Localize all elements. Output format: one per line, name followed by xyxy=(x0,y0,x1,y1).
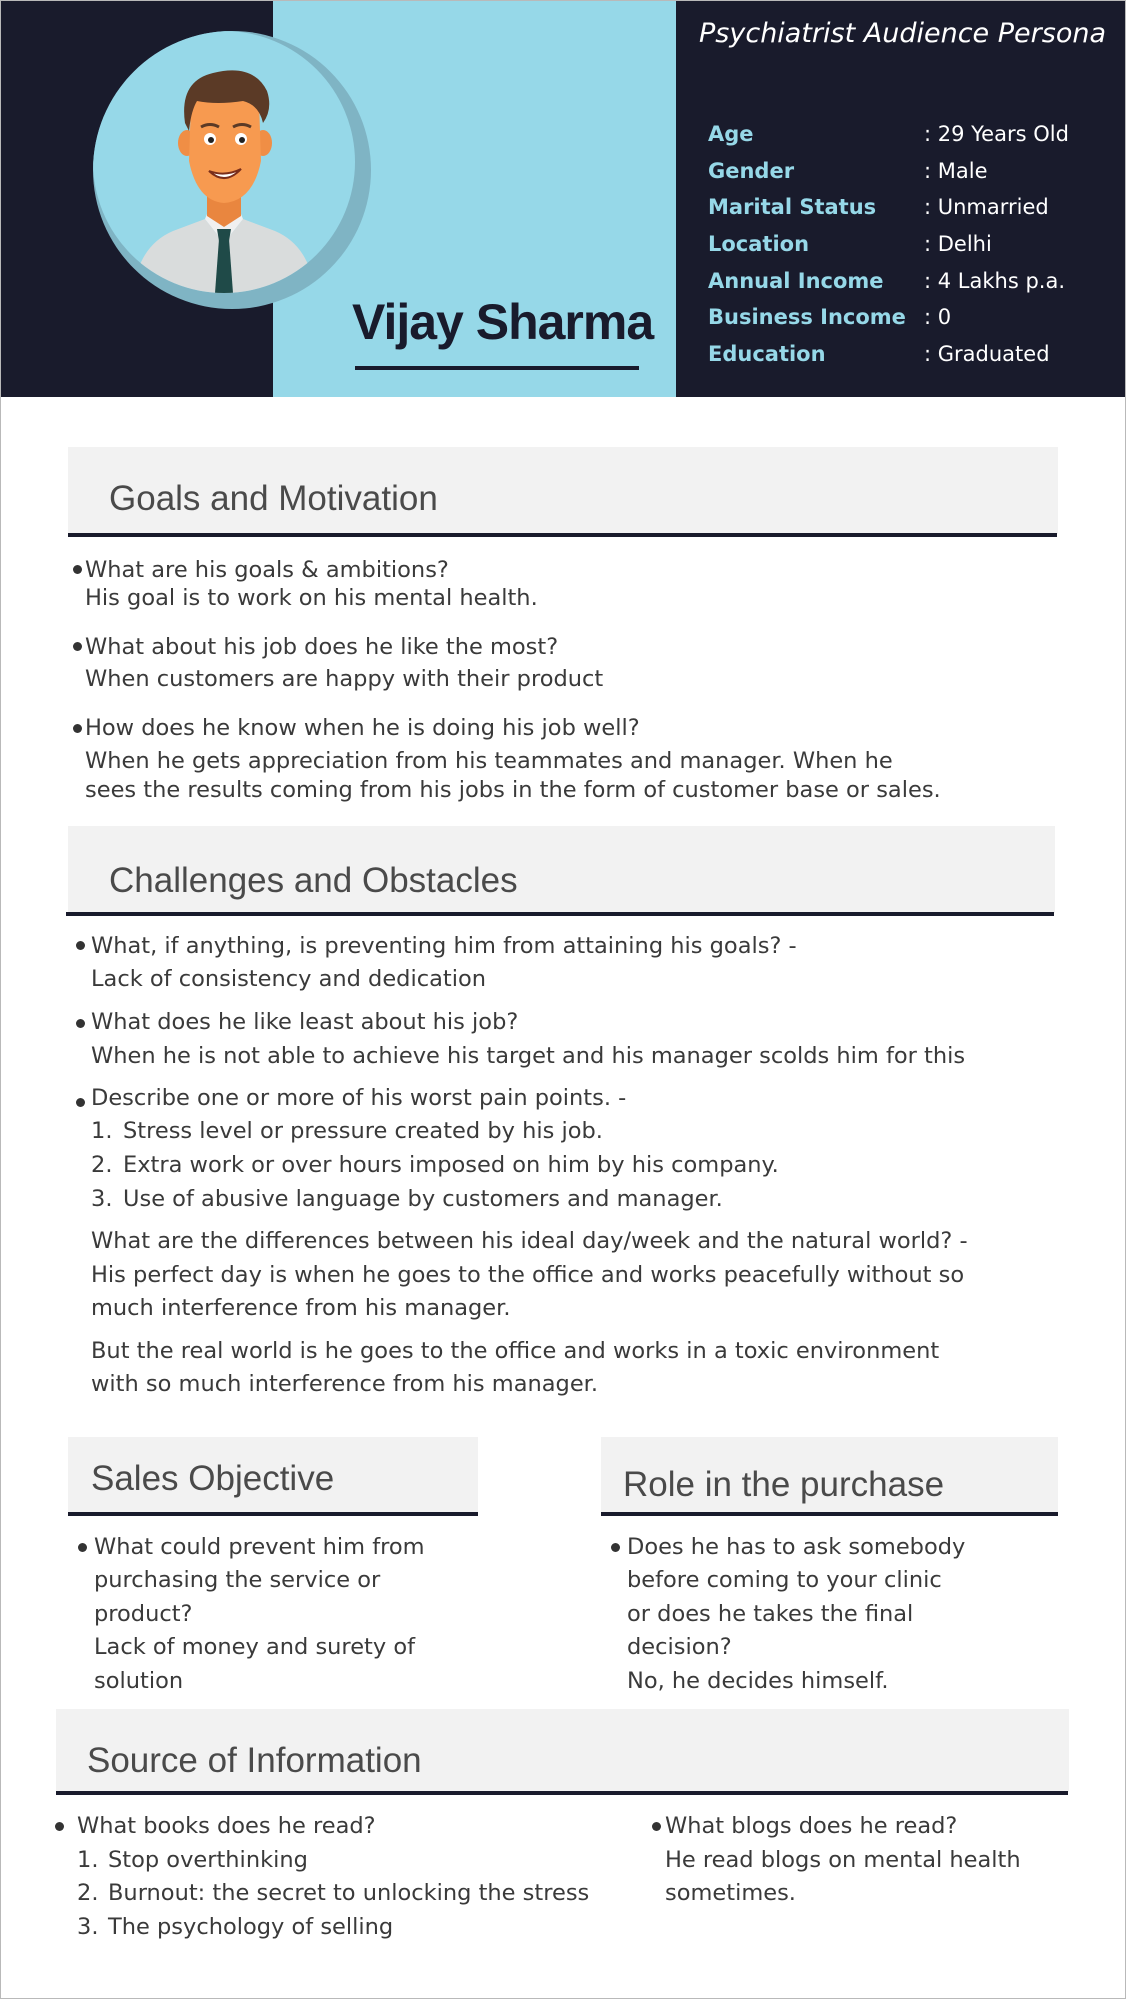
section-rule xyxy=(68,533,1057,537)
book-title: Burnout: the secret to unlocking the stress xyxy=(108,1880,590,1906)
bullet-icon xyxy=(73,642,82,651)
list-number: 1. xyxy=(77,1847,99,1873)
list-number: 3. xyxy=(77,1914,99,1940)
section-rule xyxy=(601,1512,1058,1516)
section-title: Challenges and Obstacles xyxy=(109,861,518,900)
pain-point-text: Use of abusive language by customers and manager. xyxy=(123,1186,723,1212)
sales-line: product? xyxy=(94,1601,193,1627)
question-text: What books does he read? xyxy=(77,1813,376,1839)
answer-text: When customers are happy with their product xyxy=(85,666,604,692)
role-line: decision? xyxy=(627,1634,732,1660)
goals-section-header xyxy=(68,447,1058,534)
fact-value: : Unmarried xyxy=(924,195,1049,220)
bullet-icon xyxy=(73,565,82,574)
fact-label: Marital Status xyxy=(708,195,877,220)
blogs-line: He read blogs on mental health xyxy=(665,1847,1021,1873)
answer-text: Lack of consistency and dedication xyxy=(91,966,486,992)
sources-section-header xyxy=(56,1709,1069,1792)
sales-line: What could prevent him from xyxy=(94,1534,425,1560)
section-rule xyxy=(66,912,1054,916)
challenges-section-header xyxy=(68,826,1055,913)
bullet-icon xyxy=(611,1543,620,1552)
role-section-header xyxy=(601,1437,1058,1513)
list-number: 2. xyxy=(77,1880,99,1906)
fact-value: : Graduated xyxy=(924,342,1050,367)
role-line: Does he has to ask somebody xyxy=(627,1534,966,1560)
fact-value: : 4 Lakhs p.a. xyxy=(924,268,1065,293)
paragraph-line: much interference from his manager. xyxy=(91,1295,511,1321)
fact-label: Age xyxy=(708,122,754,146)
paragraph-line: with so much interference from his manager. xyxy=(91,1371,599,1397)
man-illustration-icon xyxy=(93,31,355,293)
section-rule xyxy=(68,1512,478,1516)
fact-label: Location xyxy=(708,232,810,257)
blogs-line: sometimes. xyxy=(665,1880,796,1906)
section-title: Role in the purchase xyxy=(623,1465,945,1504)
bullet-icon xyxy=(55,1822,64,1831)
sales-section-header xyxy=(68,1437,478,1513)
avatar-ring xyxy=(93,31,371,309)
fact-label: Education xyxy=(708,342,826,367)
sales-line: purchasing the service or xyxy=(94,1567,381,1593)
fact-value: : Delhi xyxy=(924,232,992,257)
question-text: How does he know when he is doing his job well? xyxy=(85,715,640,741)
book-title: The psychology of selling xyxy=(108,1914,394,1940)
list-number: 2. xyxy=(91,1152,113,1178)
role-line: No, he decides himself. xyxy=(627,1668,889,1694)
fact-value: : 29 Years Old xyxy=(924,122,1069,146)
pain-point-text: Extra work or over hours imposed on him by his company. xyxy=(123,1152,779,1178)
role-line: before coming to your clinic xyxy=(627,1567,942,1593)
persona-title: Psychiatrist Audience Persona xyxy=(699,18,1106,49)
fact-label: Business Income xyxy=(708,305,906,330)
sales-line: solution xyxy=(94,1668,184,1694)
paragraph-line: His perfect day is when he goes to the office and works peacefully without so xyxy=(91,1262,965,1288)
answer-text: His goal is to work on his mental health. xyxy=(85,585,538,611)
bullet-icon xyxy=(76,1019,85,1028)
question-text: What, if anything, is preventing him from attaining his goals? - xyxy=(91,933,797,959)
question-text: What does he like least about his job? xyxy=(91,1009,519,1035)
blogs-line: What blogs does he read? xyxy=(665,1813,958,1839)
answer-text: When he is not able to achieve his target and his manager scolds him for this xyxy=(91,1043,966,1069)
answer-text: When he gets appreciation from his teammates and manager. When he xyxy=(85,748,893,774)
list-number: 3. xyxy=(91,1186,113,1212)
section-title: Goals and Motivation xyxy=(109,479,438,518)
section-title: Sales Objective xyxy=(91,1459,335,1498)
list-number: 1. xyxy=(91,1118,113,1144)
bullet-icon xyxy=(76,941,85,950)
question-text: What about his job does he like the most? xyxy=(85,634,559,660)
bullet-icon xyxy=(73,724,82,733)
pain-point-text: Stress level or pressure created by his job. xyxy=(123,1118,603,1144)
question-text: Describe one or more of his worst pain points. - xyxy=(91,1085,627,1111)
fact-value: : Male xyxy=(924,158,988,183)
question-text: What are his goals & ambitions? xyxy=(85,557,449,583)
paragraph-line: What are the differences between his ideal day/week and the natural world? - xyxy=(91,1228,968,1254)
answer-text: sees the results coming from his jobs in the form of customer base or sales. xyxy=(85,777,941,803)
bullet-icon xyxy=(652,1822,661,1831)
name-underline xyxy=(355,366,639,370)
fact-label: Gender xyxy=(708,158,795,183)
sales-line: Lack of money and surety of xyxy=(94,1634,416,1660)
fact-label: Annual Income xyxy=(708,268,884,293)
fact-value: : 0 xyxy=(924,305,952,330)
role-line: or does he takes the final xyxy=(627,1601,914,1627)
bullet-icon xyxy=(78,1543,87,1552)
book-title: Stop overthinking xyxy=(108,1847,308,1873)
persona-name: Vijay Sharma xyxy=(352,294,654,350)
paragraph-line: But the real world is he goes to the office and works in a toxic environment xyxy=(91,1338,940,1364)
section-rule xyxy=(56,1791,1068,1795)
avatar xyxy=(93,31,355,293)
section-title: Source of Information xyxy=(87,1741,422,1780)
bullet-icon xyxy=(76,1098,85,1107)
